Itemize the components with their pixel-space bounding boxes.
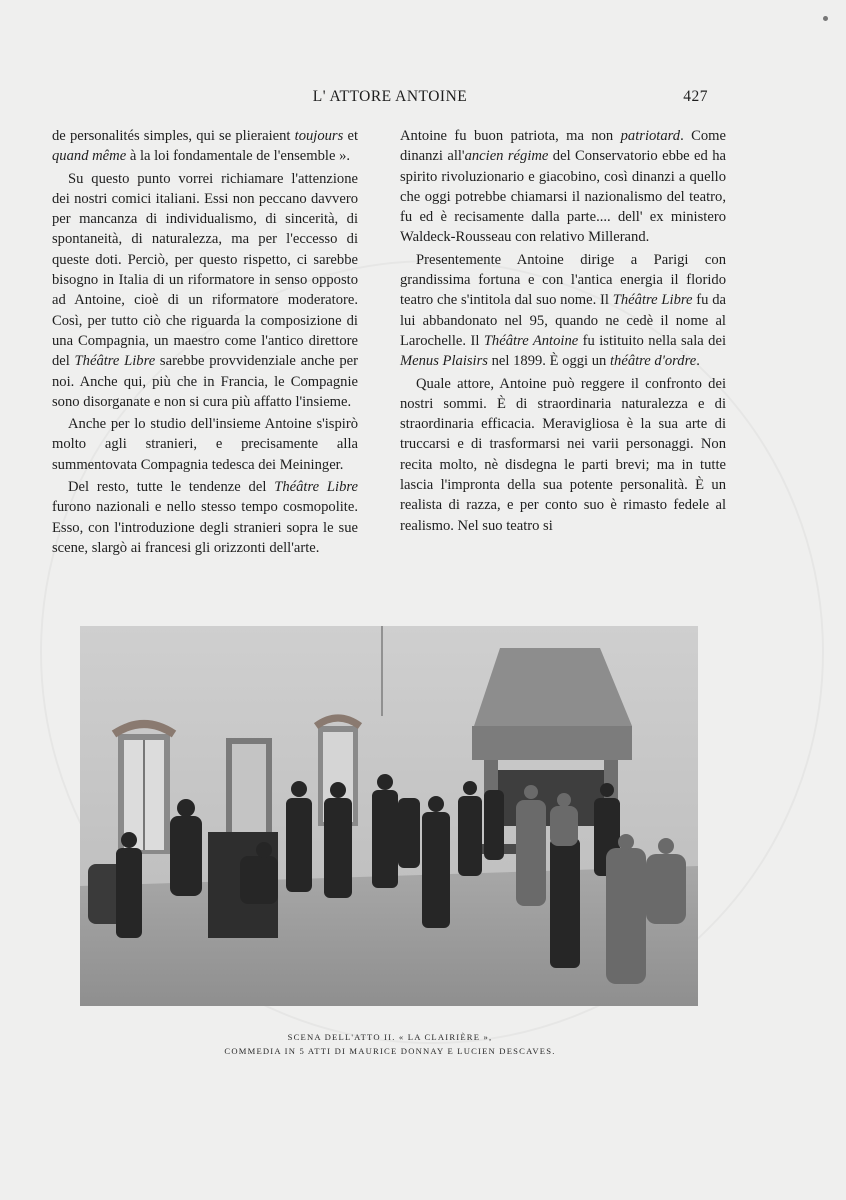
paragraph: Del resto, tutte le tendenze del Théâtre Libre furono nazionali e nello stesso tempo cosmopolite. Esso, con l'introduzione degli stranieri sopra le sue scene, slargò ai francesi gli orizzonti dell'arte.: [52, 479, 358, 556]
photo-caption-line-2: COMMEDIA IN 5 ATTI DI MAURICE DONNAY E LUCIEN DESCAVES.: [224, 1046, 556, 1056]
running-header: [0, 88, 846, 112]
page-number: 427: [683, 88, 708, 105]
paragraph: Quale attore, Antoine può reggere il confronto dei nostri sommi. È di straordinaria naturalezza e di straordinaria efficacia. Meravigliosa è la sua arte di truccarsi e di trasformarsi nei varii personaggi. Non recita molto, nè disdegna le parti brevi; ma in tutte lascia l'impronta della sua potente personalità. È un realista di razza, e per conto suo è rimasto fedele al realismo. Nel suo teatro si: [400, 375, 726, 534]
left-column: [52, 126, 358, 558]
right-column: [400, 126, 726, 536]
paragraph: de personalités simples, qui se plieraient toujours et quand même à la loi fondamentale de l'ensemble ».: [52, 128, 358, 165]
paragraph: Su questo punto vorrei richiamare l'attenzione dei nostri comici italiani. Essi non peccano davvero per mancanza di individualismo, di sincerità, di spontaneità, di naturalezza, ma per l'eccesso di queste doti. Perciò, per questo rispetto, ci sarebbe bisogno in Italia di un riformatore in senso opposto ad Antoine, cioè di un riformatore moderatore. Così, per tutto ciò che riguarda la composizione di una Compagnia, un maestro come l'antico direttore del Théâtre Libre sarebbe provvidenziale anche per noi. Anche qui, più che in Francia, le Compagnie sono disorganate e non si cura più affatto l'insieme.: [52, 170, 358, 410]
paragraph: Anche per lo studio dell'insieme Antoine s'ispirò molto agli stranieri, e precisamente alla summentovata Compagnia tedesca dei Meininger.: [52, 416, 358, 473]
stage-scene-photograph: [80, 626, 698, 1006]
paragraph: Presentemente Antoine dirige a Parigi con grandissima fortuna e con l'antica energia il florido teatro che s'intitola dal suo nome. Il Théâtre Libre fu da lui abbandonato nel 95, quando ne cedè il nome al Larochelle. Il Théâtre Antoine fu istituito nella sala dei Menus Plaisirs nel 1899. È oggi un théâtre d'ordre.: [400, 251, 726, 370]
scan-speck: [823, 16, 828, 21]
photo-caption-line-1: SCENA DELL'ATTO II. « LA CLAIRIÈRE »,: [287, 1032, 493, 1042]
paragraph: Antoine fu buon patriota, ma non patriotard. Come dinanzi all'ancien régime del Conservatorio ebbe ed ha spirito rivoluzionario e giacobino, così dinanzi a quello che oggi potrebbe chiamarsi il nazionalismo del teatro, fu ed è recisamente dalla parte.... dell' ex ministero Waldeck-Rousseau con relativo Millerand.: [400, 128, 726, 246]
running-title: L' ATTORE ANTOINE: [312, 88, 468, 105]
